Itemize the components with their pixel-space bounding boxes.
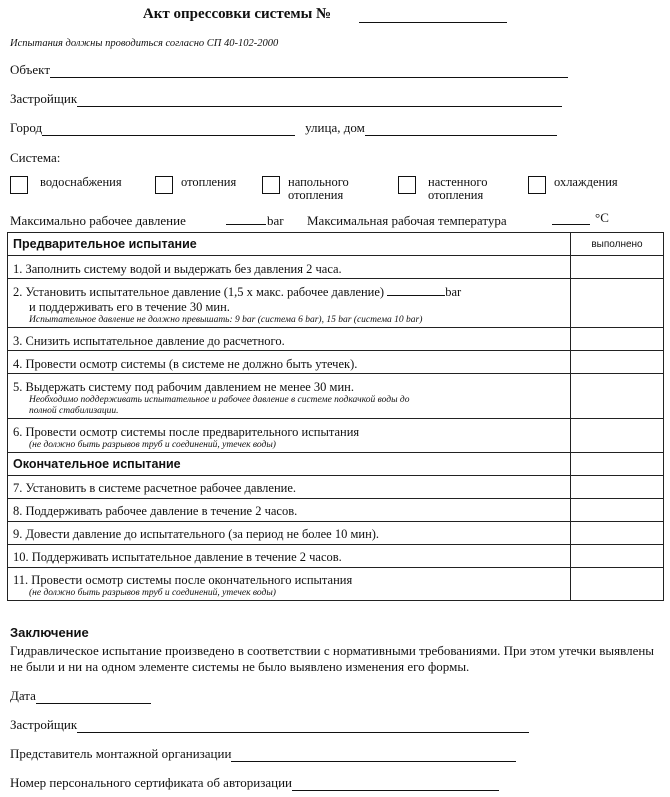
checkbox-cooling[interactable] <box>528 176 618 194</box>
done-cell[interactable] <box>571 568 664 601</box>
conclusion-title: Заключение <box>10 625 89 640</box>
done-cell[interactable] <box>571 328 664 351</box>
table-row <box>8 499 664 522</box>
checkbox-wall-heating[interactable] <box>398 176 488 202</box>
done-cell[interactable] <box>571 476 664 499</box>
city-field[interactable] <box>42 124 295 136</box>
done-cell[interactable] <box>571 545 664 568</box>
developer-sign-field[interactable] <box>77 721 529 733</box>
table-row <box>8 568 664 601</box>
max-temp-label: Максимальная рабочая температура <box>307 213 507 228</box>
table-row <box>8 351 664 374</box>
date-label: Дата <box>10 688 36 703</box>
step-cell <box>8 568 571 601</box>
table-row <box>8 476 664 499</box>
step-text: 11. Провести осмотр системы после окончательного испытания <box>13 573 353 587</box>
step-text: 4. Провести осмотр системы (в системе не должно быть утечек). <box>8 351 571 374</box>
table-row <box>8 419 664 453</box>
date-field[interactable] <box>36 692 151 704</box>
developer-field[interactable] <box>77 95 562 107</box>
done-cell[interactable] <box>571 256 664 279</box>
done-cell[interactable] <box>571 351 664 374</box>
max-pressure-field[interactable] <box>226 213 266 225</box>
done-cell[interactable] <box>571 522 664 545</box>
system-label: Система: <box>10 150 61 165</box>
checkbox-box[interactable] <box>155 176 173 194</box>
checkbox-label: настенного отопления <box>428 175 488 202</box>
object-label: Объект <box>10 62 50 77</box>
step-text: 2. Установить испытательное давление (1,5 х макс. рабочее давление) <box>13 285 385 299</box>
step-text: 10. Поддерживать испытательное давление в течение 2 часов. <box>8 545 571 568</box>
checkbox-box[interactable] <box>10 176 28 194</box>
system-type-checkboxes <box>10 176 660 202</box>
date-row <box>10 688 151 704</box>
section-final-title: Окончательное испытание <box>8 453 571 476</box>
developer-row <box>10 91 562 107</box>
table-row <box>8 522 664 545</box>
step-text: 7. Установить в системе расчетное рабочее давление. <box>8 476 571 499</box>
done-cell[interactable] <box>571 279 664 328</box>
address-row <box>10 120 557 136</box>
max-pressure-label: Максимально рабочее давление <box>10 213 186 228</box>
checkbox-box[interactable] <box>528 176 546 194</box>
checkbox-heating[interactable] <box>155 176 236 194</box>
certificate-label: Номер персонального сертификата об авторизации <box>10 775 293 790</box>
step-text-2: и поддерживать его в течение 30 мин. <box>29 300 230 314</box>
table-row <box>8 374 664 419</box>
system-row <box>10 150 60 166</box>
developer-label: Застройщик <box>10 91 78 106</box>
checkbox-label: охлаждения <box>554 175 618 189</box>
installer-label: Представитель монтажной организации <box>10 746 232 761</box>
done-cell <box>571 453 664 476</box>
object-row <box>10 62 568 78</box>
done-cell[interactable] <box>571 499 664 522</box>
checkbox-water-supply[interactable] <box>10 176 122 194</box>
step-text: 8. Поддерживать рабочее давление в течение 2 часов. <box>8 499 571 522</box>
object-field[interactable] <box>50 66 568 78</box>
step-text: 5. Выдержать систему под рабочим давлением не менее 30 мин. <box>13 380 354 394</box>
done-cell[interactable] <box>571 419 664 453</box>
step-text: 3. Снизить испытательное давление до расчетного. <box>8 328 571 351</box>
max-temp-field[interactable] <box>552 213 590 225</box>
done-column-header: выполнено <box>571 233 664 256</box>
step-text: 9. Довести давление до испытательного (за период не более 10 мин). <box>8 522 571 545</box>
certificate-field[interactable] <box>292 779 499 791</box>
step-cell <box>8 374 571 419</box>
developer-sign-row <box>10 717 529 733</box>
table-row <box>8 328 664 351</box>
developer-sign-label: Застройщик <box>10 717 78 732</box>
step-cell <box>8 279 571 328</box>
standard-note: Испытания должны проводиться согласно СП 40-102-2000 <box>10 38 279 49</box>
table-row <box>8 279 664 328</box>
installer-field[interactable] <box>231 750 516 762</box>
test-procedure-table <box>7 232 664 601</box>
checkbox-label: напольного отопления <box>288 175 349 202</box>
step-note: (не должно быть разрывов труб и соединений, утечек воды) <box>29 588 276 598</box>
temp-unit: °C <box>595 210 609 225</box>
installer-row <box>10 746 516 762</box>
step-cell <box>8 419 571 453</box>
test-pressure-field[interactable] <box>387 286 445 296</box>
checkbox-box[interactable] <box>262 176 280 194</box>
checkbox-floor-heating[interactable] <box>262 176 349 202</box>
street-field[interactable] <box>365 124 557 136</box>
table-row <box>8 256 664 279</box>
step-text: 6. Провести осмотр системы после предварительного испытания <box>13 425 360 439</box>
section-preliminary-title: Предварительное испытание <box>8 233 571 256</box>
done-cell[interactable] <box>571 374 664 419</box>
step-note: (не должно быть разрывов труб и соединений, утечек воды) <box>29 440 276 450</box>
conclusion-text: Гидравлическое испытание произведено в соответствии с нормативными требованиями. При этом утечки выявлены не были и ни на одном элементе системы не было выявлено изменения его формы. <box>10 643 655 674</box>
step-note: Испытательное давление не должно превышать: 9 bar (система 6 bar), 15 bar (система 10 bar) <box>29 315 423 325</box>
bar-unit: bar <box>267 213 284 228</box>
checkbox-box[interactable] <box>398 176 416 194</box>
step-note: Необходимо поддерживать испытательное и рабочее давление в системе подкачкой воды до полной стабилизации. <box>29 395 410 416</box>
street-label: улица, дом <box>305 120 365 135</box>
document-title <box>0 6 670 23</box>
bar-unit: bar <box>445 285 462 299</box>
section-header-row <box>8 453 664 476</box>
certificate-row <box>10 775 499 791</box>
table-row <box>8 545 664 568</box>
city-label: Город <box>10 120 43 135</box>
act-number-field[interactable] <box>359 9 507 23</box>
checkbox-label: водоснабжения <box>40 175 122 189</box>
section-header-row <box>8 233 664 256</box>
step-text: 1. Заполнить систему водой и выдержать без давления 2 часа. <box>8 256 571 279</box>
checkbox-label: отопления <box>181 175 237 189</box>
title-text: Акт опрессовки системы № <box>142 6 332 22</box>
